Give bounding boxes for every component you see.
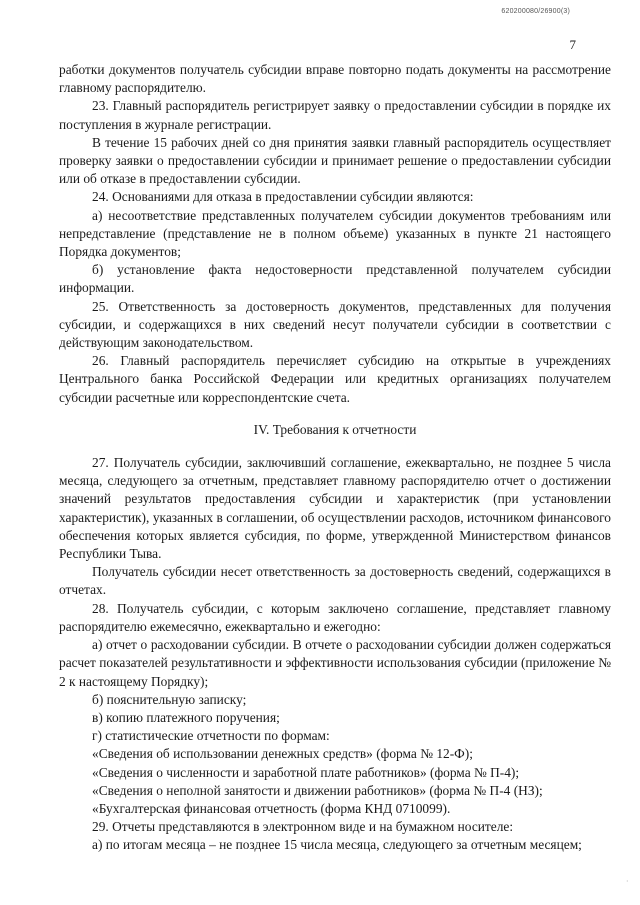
page-number: 7 [569, 37, 576, 52]
form-item-12f: «Сведения об использовании денежных средств» (форма № 12-Ф); [92, 746, 473, 762]
paragraph-continuation: работки документов получатель субсидии вправе повторно подать документы на рассмотрение главному распорядителю. [59, 62, 611, 96]
form-item-knd: «Бухгалтерская финансовая отчетность (форма КНД 0710099). [92, 800, 451, 816]
paragraph-28-g: г) статистические отчетности по формам: [92, 728, 330, 744]
document-body [59, 61, 611, 855]
paragraph-26: 26. Главный распорядитель перечисляет субсидию на открытые в учреждениях Центрального банка Российской Федерации или кредитных организациях получателем субсидии расчетные или корреспондентские счета. [59, 353, 611, 405]
paragraph-24: 24. Основаниями для отказа в предоставлении субсидии являются: [92, 189, 474, 205]
paragraph-29: 29. Отчеты представляются в электронном виде и на бумажном носителе: [92, 819, 514, 835]
paragraph-28-v: в) копию платежного поручения; [92, 709, 280, 725]
section-heading: IV. Требования к отчетности [253, 421, 417, 437]
form-item-p4-nz: «Сведения о неполной занятости и движении работников» (форма № П-4 (НЗ); [92, 782, 543, 798]
paragraph-23: 23. Главный распорядитель регистрирует заявку о предоставлении субсидии в порядке их поступления в журнале регистрации. [59, 98, 611, 132]
paragraph-29-a: а) по итогам месяца – не позднее 15 числа месяца, следующего за отчетным месяцем; [92, 837, 582, 853]
paragraph-28-b: б) пояснительную записку; [92, 691, 247, 707]
form-item-p4: «Сведения о численности и заработной плате работников» (форма № П-4); [92, 764, 520, 780]
paragraph-24-b: б) установление факта недостоверности представленной получателем субсидии информации. [59, 262, 611, 296]
paragraph-28: 28. Получатель субсидии, с которым заключено соглашение, представляет главному распорядителю ежемесячно, ежеквартально и ежегодно: [59, 600, 611, 634]
paragraph-24-a: а) несоответствие представленных получателем субсидии документов требованиям или непредставление (представление не в полном объеме) указанных в пункте 21 настоящего Порядка документов; [59, 207, 611, 260]
document-id: 620200080/26900(3) [501, 8, 570, 15]
scan-mark-icon: · [626, 877, 629, 886]
paragraph-25: 25. Ответственность за достоверность документов, представленных для получения субсидии, и содержащихся в них сведений несут получатели субсидии в соответствии с действующим законодательством. [59, 298, 611, 351]
paragraph-27: 27. Получатель субсидии, заключивший соглашение, ежеквартально, не позднее 5 числа месяца, следующего за отчетным, представляет главному распорядителю отчет о достижении значений результатов предоставления субсидии и характеристик (при установлении характеристик), указанных в соглашении, об осуществлении расходов, источником финансового обеспечения которых является субсидия, по форме, утвержденной Министерством финансов Республики Тыва. [59, 455, 611, 562]
paragraph-28-a: а) отчет о расходовании субсидии. В отчете о расходовании субсидии должен содержаться расчет показателей результативности и эффективности использования субсидии (приложение № 2 к настоящему Порядку); [59, 637, 611, 689]
paragraph-23-review: В течение 15 рабочих дней со дня принятия заявки главный распорядитель осуществляет проверку заявки о предоставлении субсидии и принимает решение о предоставлении субсидии или об отказе в предоставлении субсидии. [59, 134, 611, 187]
paragraph-27-responsibility: Получатель субсидии несет ответственность за достоверность сведений, содержащихся в отчетах. [59, 564, 611, 598]
